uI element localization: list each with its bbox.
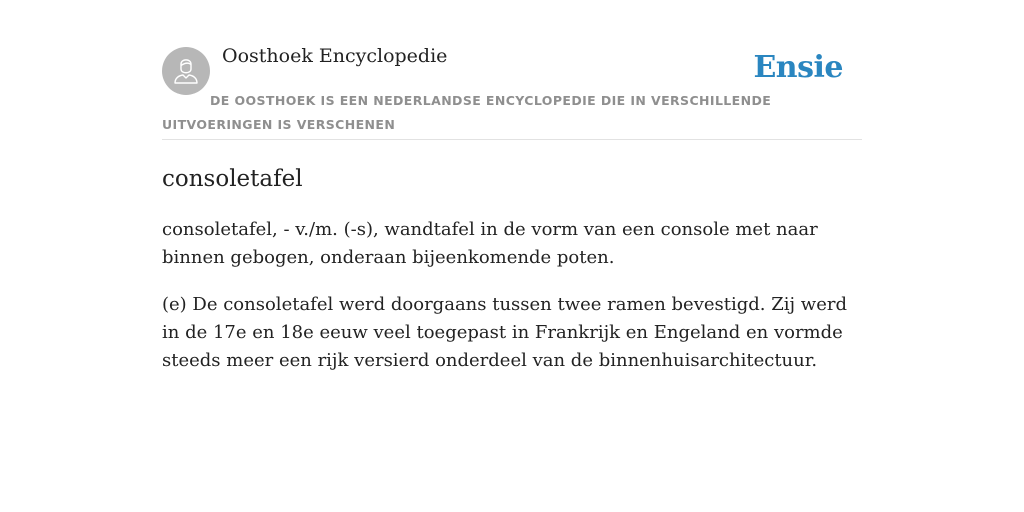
site-title[interactable]: Oosthoek Encyclopedie [222, 45, 448, 67]
header [162, 0, 862, 140]
article-title: consoletafel [162, 166, 303, 192]
user-outline-icon [162, 47, 210, 95]
avatar[interactable] [162, 47, 210, 95]
site-tagline: DE OOSTHOEK IS EEN NEDERLANDSE ENCYCLOPEDIE DIE IN VERSCHILLENDE UITVOERINGEN IS VERSCHENEN [162, 93, 772, 132]
page [162, 0, 862, 375]
article-paragraph-detail: (e) De consoletafel werd doorgaans tussen twee ramen bevestigd. Zij werd in de 17e en 18e eeuw veel toegepast in Frankrijk en Engeland en vormde steeds meer een rijk versierd onderdeel van de binnenhuisarchitectuur. [162, 294, 847, 371]
brand-logo-link[interactable]: Ensie [753, 50, 843, 85]
article-paragraph-definition: consoletafel, - v./m. (-s), wandtafel in de vorm van een console met naar binnen gebogen, onderaan bijeenkomende poten. [162, 219, 818, 268]
